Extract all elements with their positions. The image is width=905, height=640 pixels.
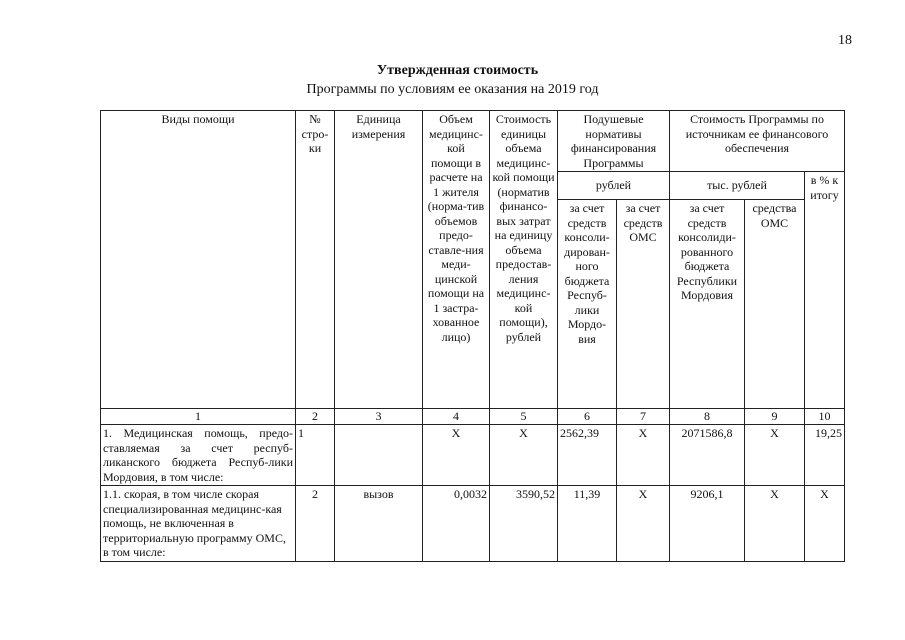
header-volume: Объем медицинс-кой помощи в расчете на 1 жителя (норма-тив объемов предо-ставле-ния меди-цинской помощи на 1 застра-хованное лицо): [423, 111, 490, 409]
column-numbers-row: [101, 409, 845, 425]
document-title: Утвержденная стоимость: [376, 63, 539, 78]
row-budget-thous: 9206,1: [670, 486, 745, 562]
row-budget-rub: 11,39: [558, 486, 617, 562]
column-number: 6: [558, 409, 617, 425]
header-pct-total: в % к итогу: [805, 172, 845, 409]
table-row: [101, 486, 845, 562]
cost-table: [100, 110, 845, 562]
page-number: 18: [838, 33, 852, 48]
header-row-no: № стро-ки: [296, 111, 335, 409]
row-pct: 19,25: [805, 425, 845, 486]
column-number: 9: [745, 409, 805, 425]
header-budget-thous: за счет средств консолиди-рованного бюджета Республики Мордовия: [670, 200, 745, 409]
column-number: 1: [101, 409, 296, 425]
row-unit-cost: Х: [490, 425, 558, 486]
header-kind: Виды помощи: [101, 111, 296, 409]
row-volume: Х: [423, 425, 490, 486]
row-oms-rub: Х: [617, 425, 670, 486]
header-thous-rub: тыс. рублей: [670, 172, 805, 200]
row-budget-rub: 2562,39: [558, 425, 617, 486]
document-subtitle: Программы по условиям ее оказания на 2019 год: [306, 82, 599, 97]
row-unit: вызов: [335, 486, 423, 562]
table-row: [101, 425, 845, 486]
header-oms-rub: за счет средств ОМС: [617, 200, 670, 409]
row-oms-thous: Х: [745, 486, 805, 562]
row-unit: [335, 425, 423, 486]
header-unit-cost: Стоимость единицы объема медицинс-кой помощи (норматив финансо-вых затрат на единицу объема предостав-ления медицинс-кой помощи), рублей: [490, 111, 558, 409]
row-budget-thous: 2071586,8: [670, 425, 745, 486]
column-number: 5: [490, 409, 558, 425]
row-volume: 0,0032: [423, 486, 490, 562]
column-number: 2: [296, 409, 335, 425]
row-kind: 1.1. скорая, в том числе скорая специализированная медицинс-кая помощь, не включенная в территориальную программу ОМС, в том числе:: [101, 486, 296, 562]
column-number: 3: [335, 409, 423, 425]
row-unit-cost: 3590,52: [490, 486, 558, 562]
row-pct: Х: [805, 486, 845, 562]
column-number: 4: [423, 409, 490, 425]
header-program-cost: Стоимость Программы по источникам ее финансового обеспечения: [670, 111, 845, 172]
header-unit: Единица измерения: [335, 111, 423, 409]
header-oms-thous: средства ОМС: [745, 200, 805, 409]
row-kind: 1. Медицинская помощь, предо-ставляемая за счет респуб-ликанского бюджета Респуб-лики Мордовия, в том числе:: [101, 425, 296, 486]
column-number: 7: [617, 409, 670, 425]
column-number: 10: [805, 409, 845, 425]
row-oms-thous: Х: [745, 425, 805, 486]
column-number: 8: [670, 409, 745, 425]
header-row-1: [101, 111, 845, 172]
row-number: 1: [296, 425, 335, 486]
row-number: 2: [296, 486, 335, 562]
header-per-capita: Подушевые нормативы финансирования Программы: [558, 111, 670, 172]
header-rub: рублей: [558, 172, 670, 200]
row-oms-rub: Х: [617, 486, 670, 562]
title-block: [0, 62, 905, 98]
header-budget-rub: за счет средств консоли-дирован-ного бюджета Респуб-лики Мордо-вия: [558, 200, 617, 409]
